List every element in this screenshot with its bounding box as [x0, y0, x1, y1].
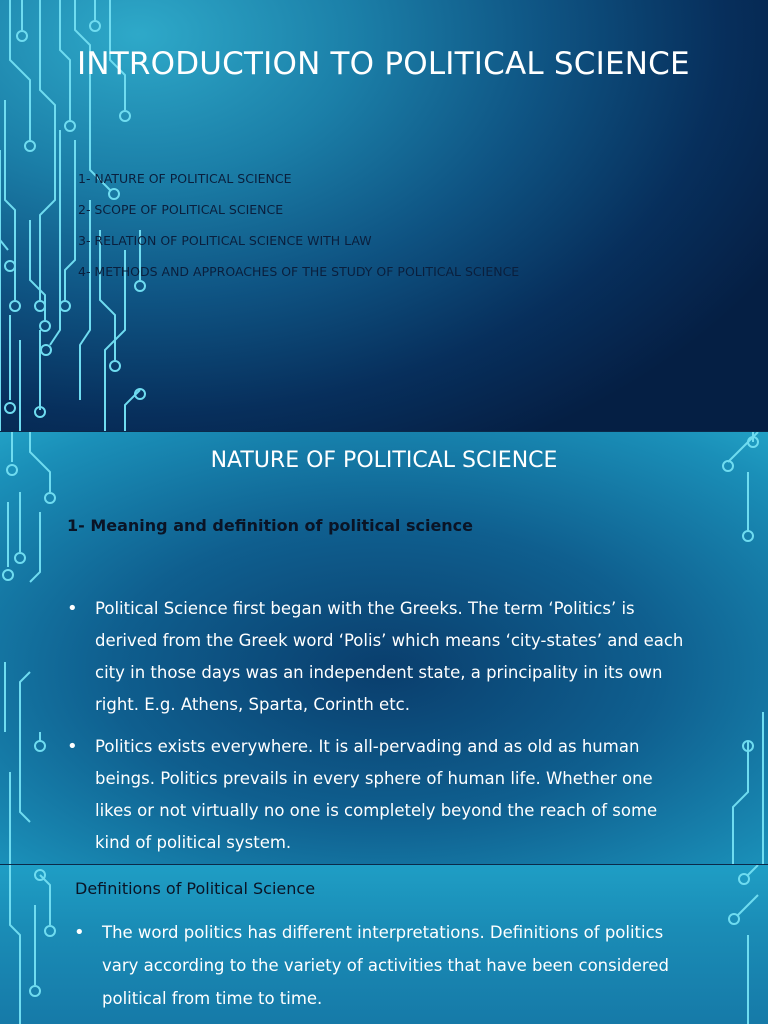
circuit-decoration-right — [708, 865, 768, 1024]
circuit-decoration-left — [0, 865, 80, 1024]
bullet-text: Politics exists everywhere. It is all-pervading and as old as human beings. Politics prevails in every sphere of human life. Whether one likes or not virtually no one is completely beyond the reach of some kind of political system. — [95, 737, 658, 852]
bullet-icon: • — [67, 598, 78, 619]
slide-title: INTRODUCTION TO POLITICAL SCIENCE — [77, 46, 690, 82]
section-subtitle: 1- Meaning and definition of political science — [67, 516, 474, 535]
slide-title: NATURE OF POLITICAL SCIENCE — [210, 448, 558, 473]
list-item — [67, 731, 687, 859]
topic-list — [78, 170, 519, 294]
list-item — [74, 916, 694, 1015]
bullet-list — [74, 916, 694, 1015]
list-item: 2- SCOPE OF POLITICAL SCIENCE — [78, 202, 284, 217]
section-heading: Definitions of Political Science — [75, 879, 316, 898]
circuit-decoration-right — [708, 432, 768, 865]
bullet-icon: • — [74, 922, 85, 943]
bullet-text: The word politics has different interpretations. Definitions of politics vary according to the variety of activities that have been considered political from time to time. — [102, 923, 669, 1008]
list-item: 4- METHODS AND APPROACHES OF THE STUDY OF POLITICAL SCIENCE — [78, 264, 520, 279]
bullet-text: Political Science first began with the Greeks. The term ‘Politics’ is derived from the Greek word ‘Polis’ which means ‘city-states’ and each city in those days was an independent state, a principality in its own right. E.g. Athens, Sparta, Corinth etc. — [95, 599, 684, 714]
list-item: 3- RELATION OF POLITICAL SCIENCE WITH LAW — [78, 233, 372, 248]
slide-3 — [0, 865, 768, 1024]
list-item: 1- NATURE OF POLITICAL SCIENCE — [78, 171, 292, 186]
list-item — [67, 593, 687, 721]
bullet-icon: • — [67, 736, 78, 757]
slide-1 — [0, 0, 768, 432]
bullet-list — [67, 593, 687, 865]
slide-2 — [0, 432, 768, 865]
